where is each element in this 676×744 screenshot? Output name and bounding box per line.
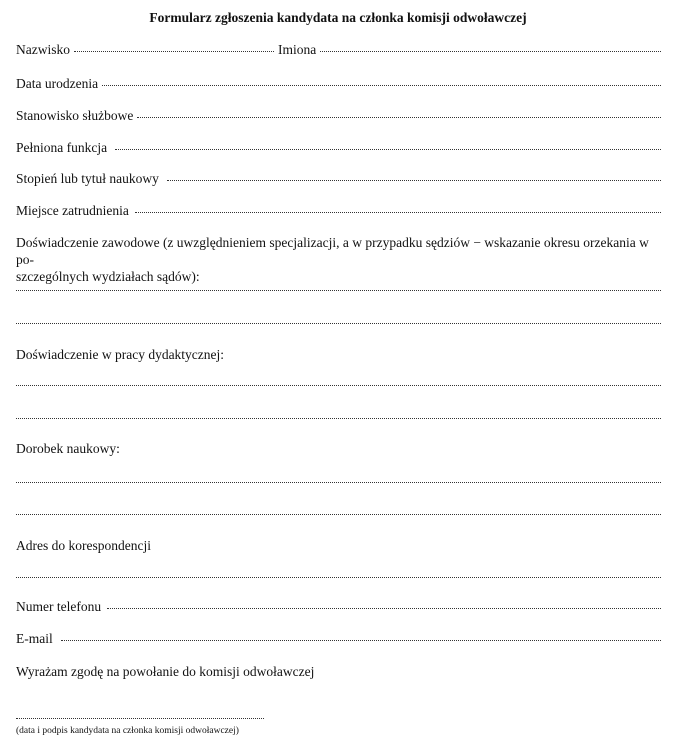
workplace-field[interactable] [135,212,661,213]
experience-label-line2: szczególnych wydziałach sądów): [16,269,200,284]
first-names-label: Imiona [278,42,317,57]
first-names-field[interactable] [320,51,661,52]
teaching-field-line-2[interactable] [16,418,661,419]
function-row [16,140,661,156]
degree-field[interactable] [167,180,661,181]
email-row [16,631,661,647]
function-label: Pełniona funkcja [16,140,108,155]
email-field[interactable] [61,640,661,641]
signature-caption: (data i podpis kandydata na członka komisji odwoławczej) [16,726,239,736]
scientific-field-line-1[interactable] [16,482,661,483]
phone-row [16,599,661,615]
phone-label: Numer telefonu [16,599,102,614]
address-field[interactable] [16,577,661,578]
workplace-row [16,203,661,219]
position-field[interactable] [137,117,661,118]
workplace-label: Miejsce zatrudnienia [16,203,129,218]
position-label: Stanowisko służbowe [16,108,134,123]
position-row [16,108,661,124]
degree-row [16,171,661,187]
signature-field[interactable] [16,718,264,719]
surname-label: Nazwisko [16,42,70,57]
birth-date-label: Data urodzenia [16,76,99,91]
phone-field[interactable] [107,608,661,609]
form-title: Formularz zgłoszenia kandydata na członka komisji odwoławczej [149,10,527,25]
scientific-label: Dorobek naukowy: [16,441,120,456]
experience-label-line1: Doświadczenie zawodowe (z uwzględnieniem specjalizacji, a w przypadku sędziów − wskazanie okresu orzekania w po- [16,235,649,267]
consent-text: Wyrażam zgodę na powołanie do komisji odwoławczej [16,664,315,679]
email-label: E-mail [16,631,53,646]
teaching-label: Doświadczenie w pracy dydaktycznej: [16,347,225,362]
function-field[interactable] [115,149,661,150]
teaching-field-line-1[interactable] [16,385,661,386]
surname-row [16,42,661,58]
birth-date-field[interactable] [102,85,661,86]
surname-field[interactable] [74,51,274,52]
experience-label [16,234,661,285]
degree-label: Stopień lub tytuł naukowy [16,171,159,186]
experience-field-line-1[interactable] [16,290,661,291]
address-label: Adres do korespondencji [16,538,151,553]
scientific-field-line-2[interactable] [16,514,661,515]
experience-field-line-2[interactable] [16,323,661,324]
birth-date-row [16,76,661,92]
